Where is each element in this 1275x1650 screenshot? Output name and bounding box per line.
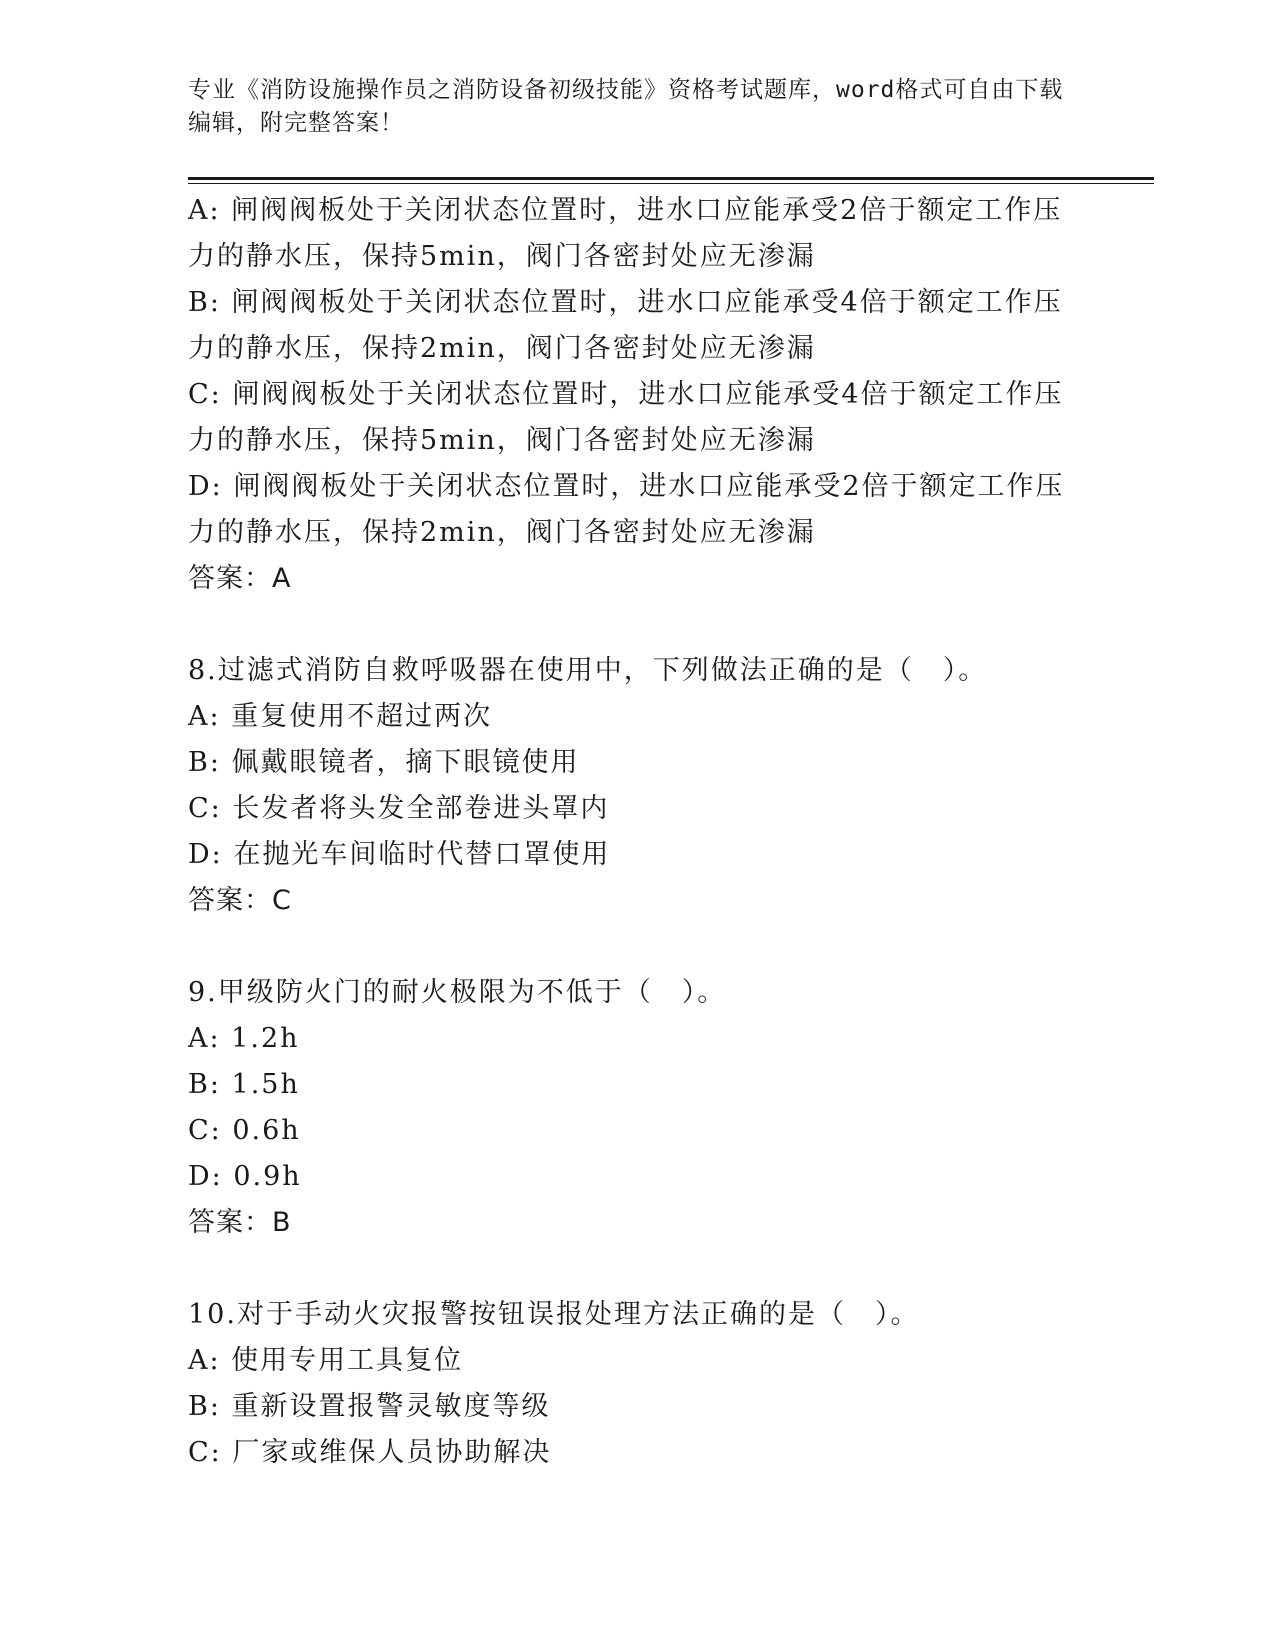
question-7-block (188, 188, 1088, 602)
q8-option-a: A: 重复使用不超过两次 (188, 701, 493, 732)
q9-option-a: A: 1.2h (188, 1023, 300, 1054)
question-8-block (188, 648, 1088, 924)
q9-option-b: B: 1.5h (188, 1069, 300, 1100)
q7-option-a: A: 闸阀阀板处于关闭状态位置时，进水口应能承受2倍于额定工作压力的静水压，保持5min，阀门各密封处应无渗漏 (188, 195, 1063, 272)
q7-answer: 答案：A (188, 563, 292, 594)
header-divider-thick (188, 177, 1154, 180)
q7-option-d: D: 闸阀阀板处于关闭状态位置时，进水口应能承受2倍于额定工作压力的静水压，保持2min，阀门各密封处应无渗漏 (188, 471, 1065, 548)
q10-option-b: B: 重新设置报警灵敏度等级 (188, 1391, 551, 1422)
q10-option-a: A: 使用专用工具复位 (188, 1345, 464, 1376)
q7-option-c: C: 闸阀阀板处于关闭状态位置时，进水口应能承受4倍于额定工作压力的静水压，保持5min，阀门各密封处应无渗漏 (188, 379, 1064, 456)
q9-answer: 答案：B (188, 1207, 292, 1238)
q7-option-b: B: 闸阀阀板处于关闭状态位置时，进水口应能承受4倍于额定工作压力的静水压，保持2min，阀门各密封处应无渗漏 (188, 287, 1063, 364)
question-content (188, 188, 1088, 1476)
q8-answer: 答案：C (188, 885, 292, 916)
q8-question: 8.过滤式消防自救呼吸器在使用中，下列做法正确的是（ ）。 (188, 655, 988, 686)
q8-option-c: C: 长发者将头发全部卷进头罩内 (188, 793, 610, 824)
q10-option-c: C: 厂家或维保人员协助解决 (188, 1437, 552, 1468)
header-divider-thin (188, 183, 1154, 184)
q8-option-d: D: 在抛光车间临时代替口罩使用 (188, 839, 611, 870)
q10-question: 10.对于手动火灾报警按钮误报处理方法正确的是（ ）。 (188, 1299, 920, 1330)
q9-option-c: C: 0.6h (188, 1115, 301, 1146)
q8-option-b: B: 佩戴眼镜者，摘下眼镜使用 (188, 747, 580, 778)
question-9-block (188, 970, 1088, 1246)
q9-question: 9.甲级防火门的耐火极限为不低于（ ）。 (188, 977, 727, 1008)
q9-option-d: D: 0.9h (188, 1161, 302, 1192)
document-header: 专业《消防设施操作员之消防设备初级技能》资格考试题库，word格式可自由下载编辑，附完整答案！ (188, 77, 1064, 136)
question-10-block (188, 1292, 1088, 1476)
